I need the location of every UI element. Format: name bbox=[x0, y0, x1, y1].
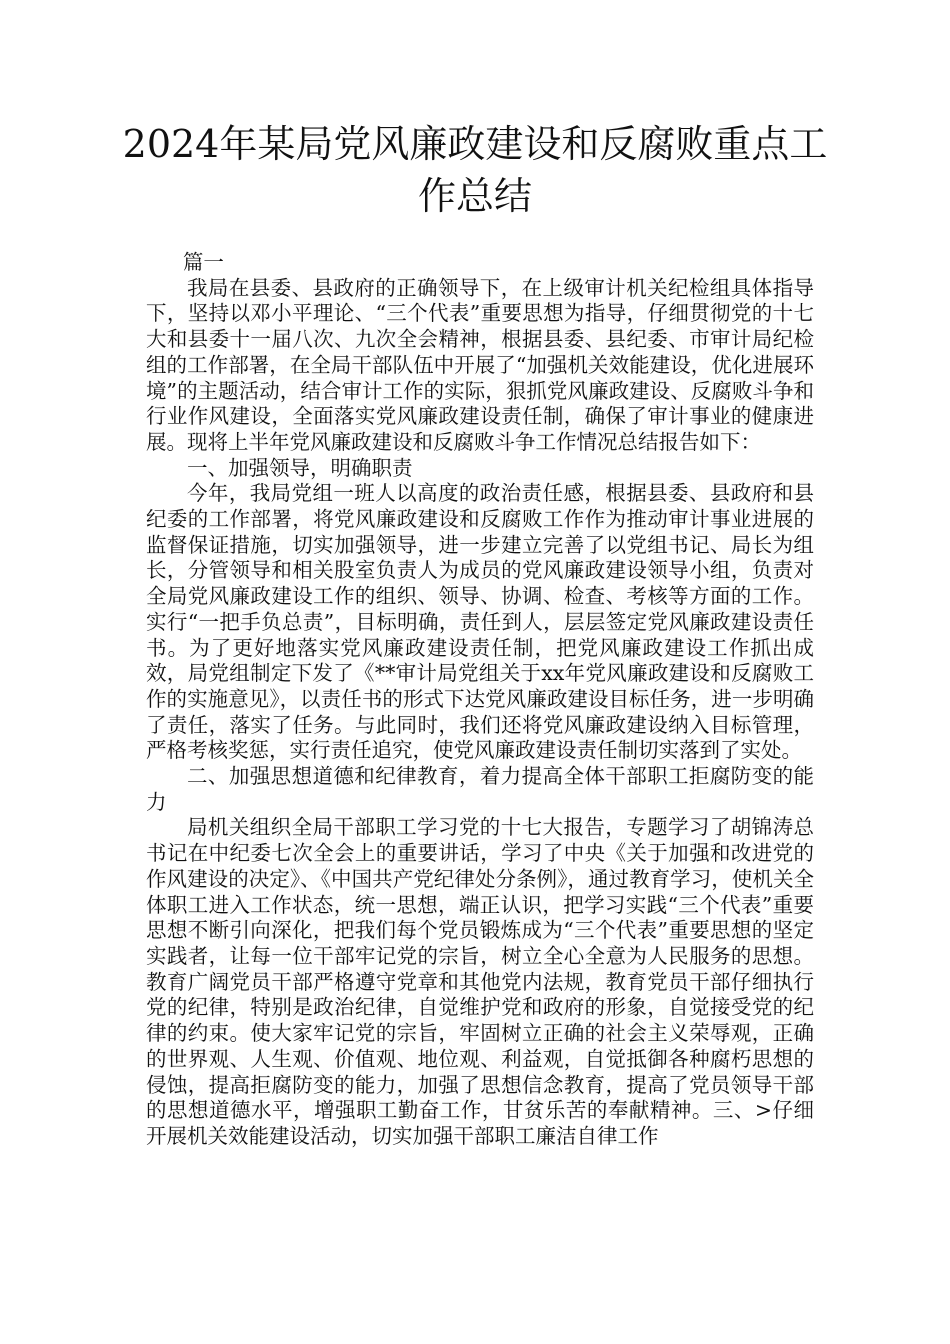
intro-paragraph: 我局在县委、县政府的正确领导下，在上级审计机关纪检组具体指导下，坚持以邓小平理论、“三个代表”重要思想为指导，仔细贯彻党的十七大和县委十一届八次、九次全会精神，根据县委、县纪委、市审计局纪检组的工作部署，在全局干部队伍中开展了“加强机关效能建设，优化进展环境”的主题活动，结合审计工作的实际，狠抓党风廉政建设、反腐败斗争和行业作风建设，全面落实党风廉政建设责任制，确保了审计事业的健康进展。现将上半年党风廉政建设和反腐败斗争工作情况总结报告如下： bbox=[146, 275, 814, 454]
section-1-paragraph: 今年，我局党组一班人以高度的政治责任感，根据县委、县政府和县纪委的工作部署，将党风廉政建设和反腐败工作作为推动审计事业进展的监督保证措施，切实加强领导，进一步建立完善了以党组书记、局长为组长，分管领导和相关股室负责人为成员的党风廉政建设领导小组，负责对全局党风廉政建设工作的组织、领导、协调、检查、考核等方面的工作。实行“一把手负总责”，目标明确，责任到人，层层签定党风廉政建设责任书。为了更好地落实党风廉政建设责任制，把党风廉政建设工作抓出成效，局党组制定下发了《**审计局党组关于xx年党风廉政建设和反腐败工作的实施意见》，以责任书的形式下达党风廉政建设目标任务，进一步明确了责任，落实了任务。与此同时，我们还将党风廉政建设纳入目标管理，严格考核奖惩，实行责任追究，使党风廉政建设责任制切实落到了实处。 bbox=[146, 481, 814, 763]
section-heading-1: 一、加强领导，明确职责 bbox=[187, 455, 413, 480]
document-body bbox=[146, 250, 814, 1150]
section-label: 篇一 bbox=[182, 250, 224, 274]
section-heading-2: 二、加强思想道德和纪律教育，着力提高全体干部职工拒腐防变的能力 bbox=[146, 764, 814, 814]
document-title: 2024年某局党风廉政建设和反腐败重点工作总结 bbox=[122, 122, 828, 218]
section-2-paragraph: 局机关组织全局干部职工学习党的十七大报告，专题学习了胡锦涛总书记在中纪委七次全会上的重要讲话，学习了中央《关于加强和改进党的作风建设的决定》、《中国共产党纪律处分条例》，通过教育学习，使机关全体职工进入工作状态，统一思想，端正认识，把学习实践“三个代表”重要思想不断引向深化，把我们每个党员锻炼成为“三个代表”重要思想的坚定实践者，让每一位干部牢记党的宗旨，树立全心全意为人民服务的思想。教育广阔党员干部严格遵守党章和其他党内法规，教育党员干部仔细执行党的纪律，特别是政治纪律，自觉维护党和政府的形象，自觉接受党的纪律的约束。使大家牢记党的宗旨，牢固树立正确的社会主义荣辱观，正确的世界观、人生观、价值观、地位观、利益观，自觉抵御各种腐朽思想的侵蚀，提高拒腐防变的能力，加强了思想信念教育，提高了党员领导干部的思想道德水平，增强职工勤奋工作，甘贫乐苦的奉献精神。三、>仔细开展机关效能建设活动，切实加强干部职工廉洁自律工作 bbox=[146, 815, 814, 1148]
